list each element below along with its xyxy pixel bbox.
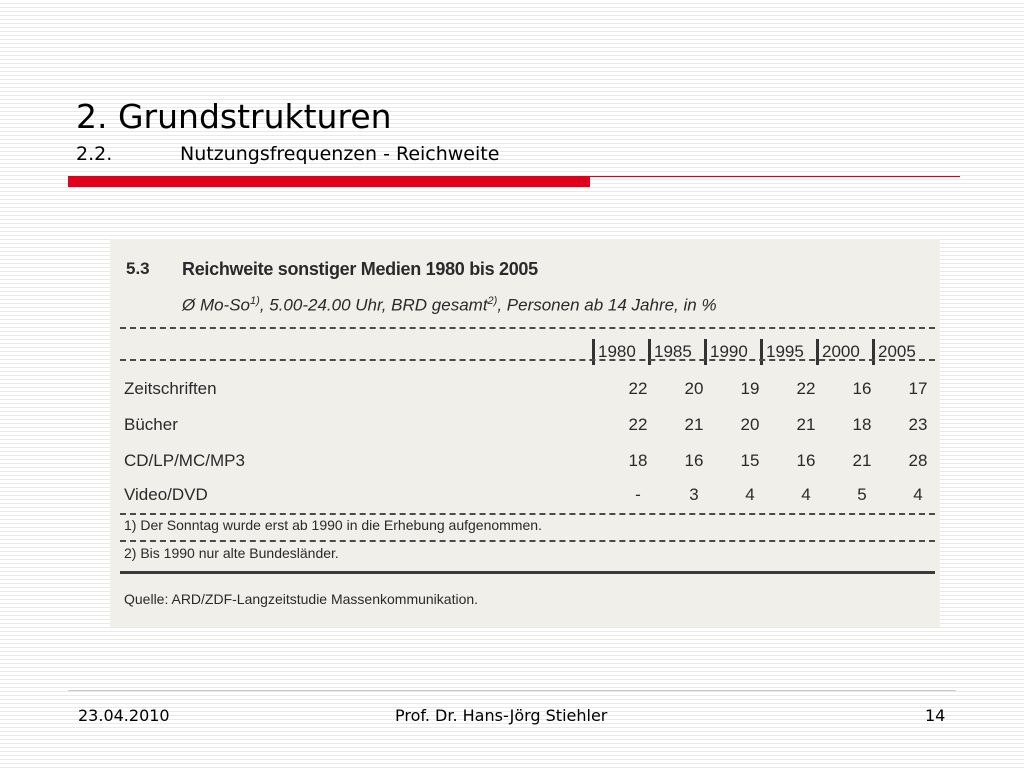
year-header: 1990	[704, 339, 748, 365]
cell-value: 4	[745, 485, 755, 504]
slide-subtitle	[76, 143, 499, 165]
table-bottom-rule	[120, 571, 935, 574]
dashed-rule	[120, 327, 935, 329]
dashed-rule	[120, 513, 935, 515]
section-number: 5.3	[126, 259, 150, 278]
dashed-rule	[120, 359, 935, 361]
cell-value: 16	[852, 379, 872, 398]
cell-value: 5	[857, 485, 867, 504]
footnote: 2) Bis 1990 nur alte Bundesländer.	[124, 545, 339, 561]
row-label: Video/DVD	[124, 485, 208, 504]
table-subtitle	[182, 295, 717, 316]
subtitle-part: , 5.00-24.00 Uhr, BRD gesamt	[259, 295, 488, 315]
cell-value: 21	[796, 415, 816, 434]
title-accent-line	[590, 176, 960, 177]
cell-value: 18	[628, 451, 648, 470]
subtitle-part: Ø Mo-So	[182, 295, 251, 315]
footnote-ref: 1)	[250, 295, 260, 307]
cell-value: 22	[628, 415, 648, 434]
year-header: 2000	[816, 339, 860, 365]
cell-value: -	[635, 485, 641, 504]
cell-value: 22	[628, 379, 648, 398]
cell-value: 17	[908, 379, 928, 398]
subtitle-text: Nutzungsfrequenzen - Reichweite	[180, 143, 500, 165]
title-accent-bar	[68, 176, 590, 187]
slide-title: 2. Grundstrukturen	[76, 97, 392, 136]
row-label: CD/LP/MC/MP3	[124, 451, 245, 470]
table-title: Reichweite sonstiger Medien 1980 bis 2005	[182, 259, 538, 279]
cell-value: 18	[852, 415, 872, 434]
cell-value: 4	[801, 485, 811, 504]
footer-author: Prof. Dr. Hans-Jörg Stiehler	[395, 706, 608, 725]
year-header: 1985	[648, 339, 692, 365]
cell-value: 16	[684, 451, 704, 470]
cell-value: 21	[684, 415, 704, 434]
year-header: 1995	[760, 339, 804, 365]
subtitle-part: , Personen ab 14 Jahre, in %	[497, 295, 717, 315]
table-row	[124, 375, 934, 405]
cell-value: 16	[796, 451, 816, 470]
source-note: Quelle: ARD/ZDF-Langzeitstudie Massenkommunikation.	[124, 591, 479, 607]
footnote: 1) Der Sonntag wurde erst ab 1990 in die Erhebung aufgenommen.	[124, 517, 542, 533]
row-label: Zeitschriften	[124, 379, 217, 398]
footer-date: 23.04.2010	[78, 706, 170, 725]
table-row	[124, 447, 934, 477]
cell-value: 20	[740, 415, 760, 434]
row-label: Bücher	[124, 415, 178, 434]
cell-value: 19	[740, 379, 760, 398]
subtitle-number: 2.2.	[76, 143, 113, 165]
footnote-ref: 2)	[487, 295, 498, 307]
year-header: 1980	[592, 339, 636, 365]
dashed-rule	[120, 540, 935, 542]
table-row	[124, 411, 934, 441]
page-number: 14	[925, 706, 946, 725]
cell-value: 4	[913, 485, 923, 504]
table-row	[124, 481, 934, 511]
cell-value: 22	[796, 379, 816, 398]
footer-rule	[68, 690, 956, 691]
cell-value: 15	[740, 451, 760, 470]
year-header: 2005	[872, 339, 916, 365]
cell-value: 3	[689, 485, 699, 504]
year-header-row	[590, 335, 930, 369]
cell-value: 28	[908, 451, 928, 470]
cell-value: 20	[684, 379, 704, 398]
cell-value: 23	[908, 415, 928, 434]
cell-value: 21	[852, 451, 872, 470]
scanned-table-image	[110, 239, 940, 627]
